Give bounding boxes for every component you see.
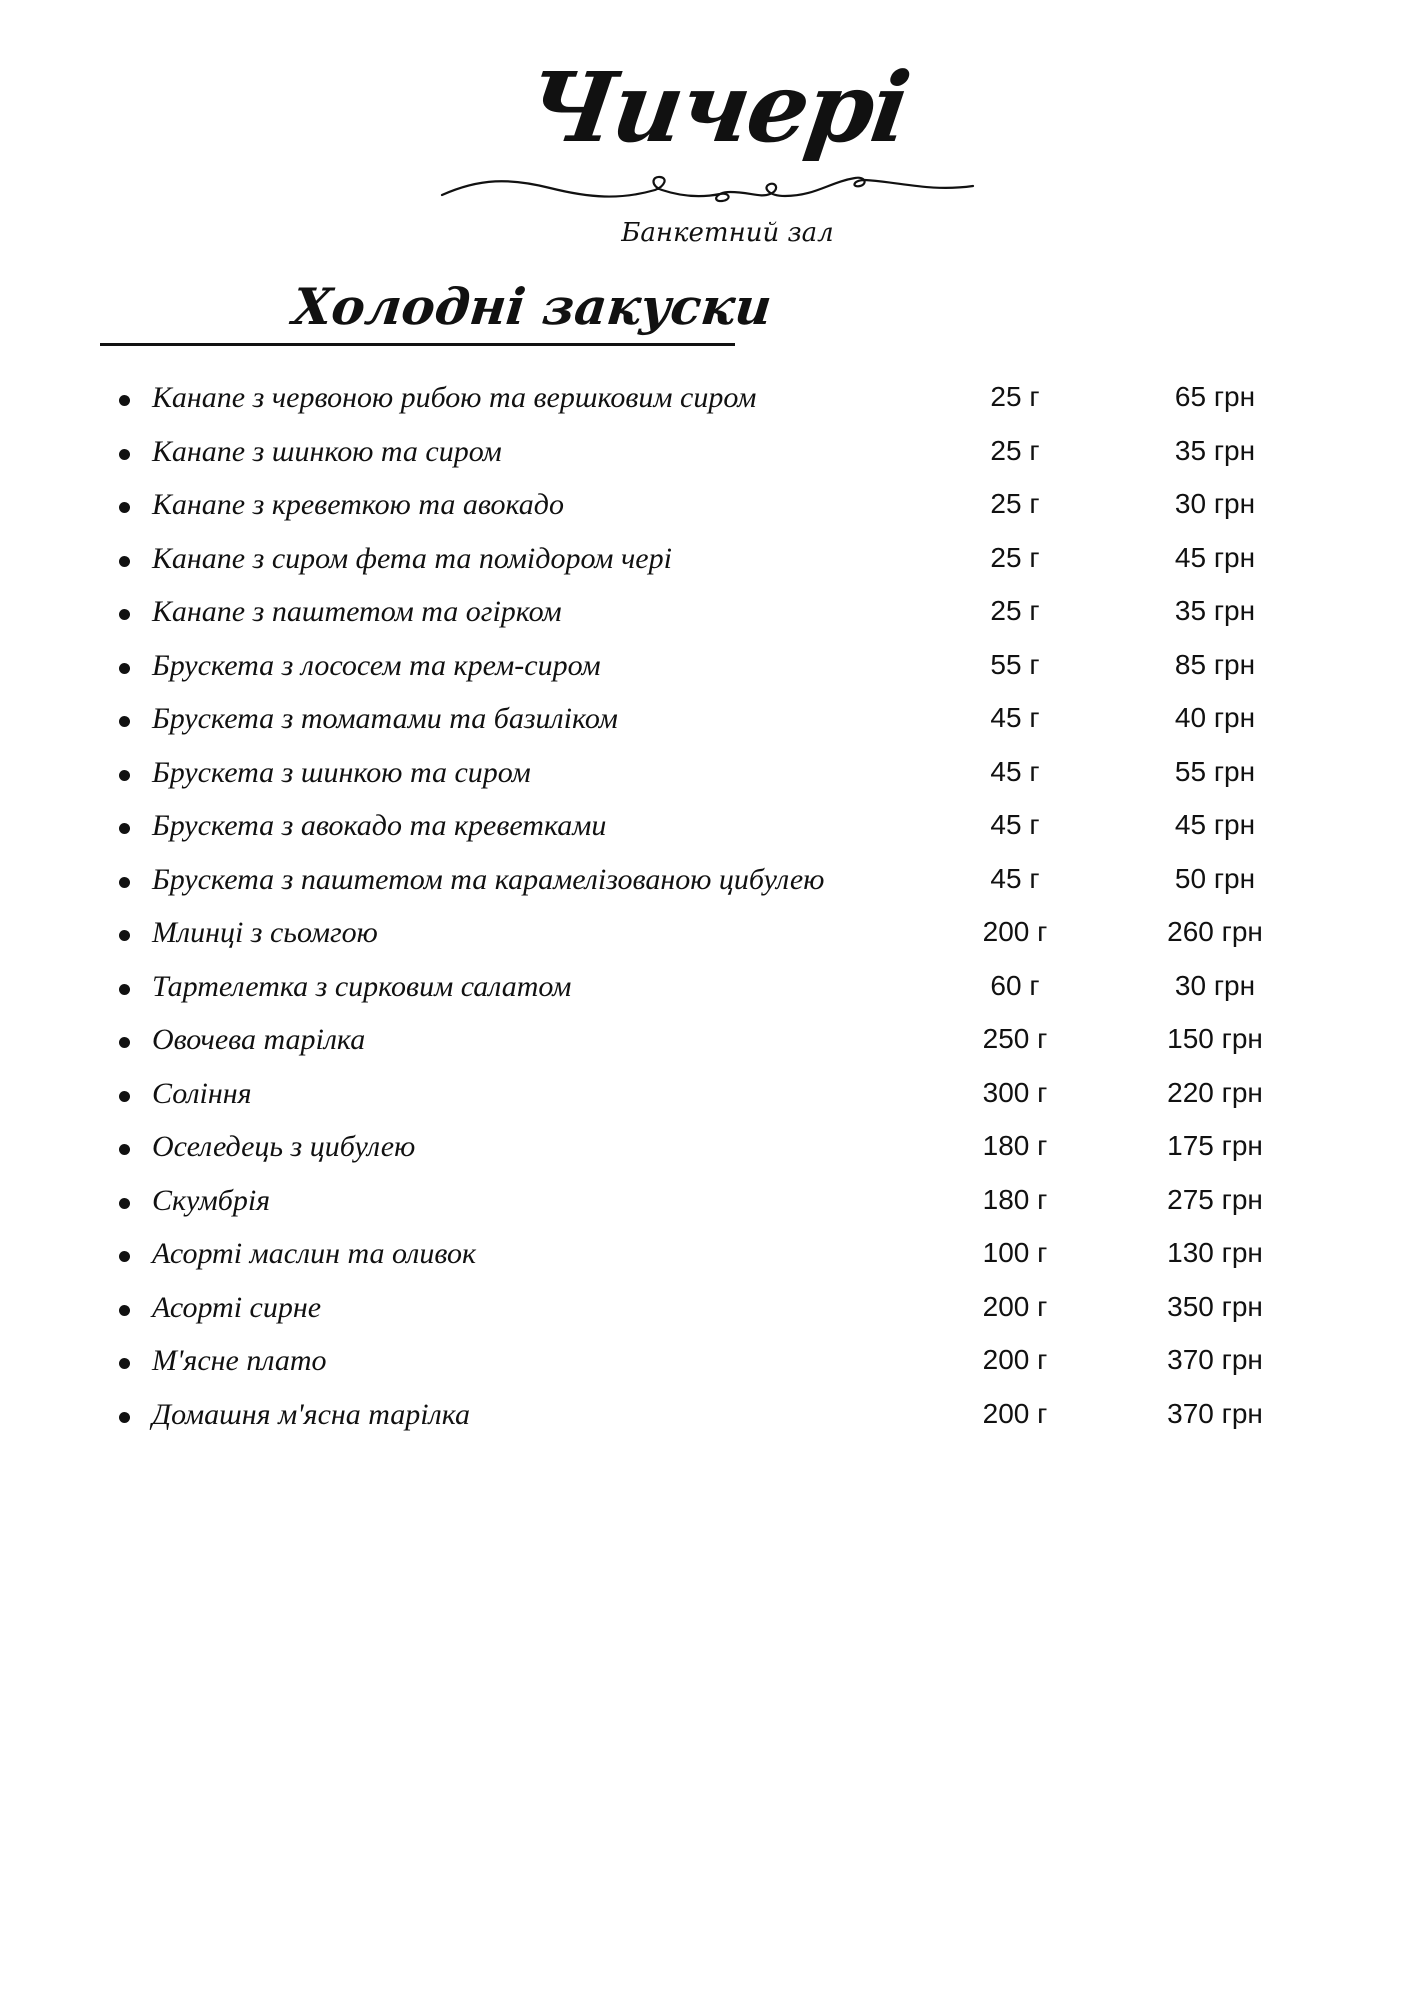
- menu-item-weight: 300 г: [982, 1076, 1048, 1108]
- menu-item-name: Асорті маслин та оливок: [152, 1237, 476, 1270]
- menu-item-price: 130 грн: [1167, 1237, 1263, 1268]
- section-divider: [100, 343, 735, 346]
- bullet-icon: [119, 1037, 130, 1048]
- bullet-icon: [119, 1412, 130, 1423]
- menu-item: [0, 748, 1415, 802]
- menu-item: [0, 587, 1415, 641]
- menu-item-name: Канапе з паштетом та огірком: [152, 595, 562, 628]
- menu-item: [0, 1283, 1415, 1337]
- logo-title: Чичері: [520, 51, 915, 164]
- bullet-icon: [119, 502, 130, 513]
- menu-item-name: М'ясне плато: [152, 1344, 327, 1377]
- menu-item: [0, 373, 1415, 427]
- bullet-icon: [119, 1358, 130, 1369]
- bullet-icon: [119, 984, 130, 995]
- menu-item-weight: 60 г: [990, 969, 1040, 1001]
- menu-item: [0, 855, 1415, 909]
- menu-item-weight: 55 г: [990, 648, 1040, 680]
- bullet-icon: [119, 877, 130, 888]
- bullet-icon: [119, 1305, 130, 1316]
- menu-item-price: 55 грн: [1174, 755, 1256, 787]
- menu-item-name: Канапе з сиром фета та помідором чері: [152, 541, 672, 575]
- menu-item-name: Домашня м'ясна тарілка: [152, 1397, 471, 1431]
- menu-item-price: 85 грн: [1174, 648, 1256, 680]
- menu-item-price: 370 грн: [1167, 1344, 1263, 1375]
- menu-item-name: Брускета з паштетом та карамелізованою цибулею: [152, 862, 825, 896]
- menu-item-name: Млинці з сьомгою: [152, 916, 378, 949]
- menu-item-weight: 45 г: [990, 809, 1040, 840]
- menu-item: [0, 1390, 1415, 1444]
- menu-item-price: 35 грн: [1174, 595, 1256, 626]
- menu-item: [0, 1336, 1415, 1390]
- menu-item-price: 370 грн: [1167, 1397, 1263, 1429]
- menu-item-price: 30 грн: [1174, 969, 1256, 1001]
- menu-item-name: Канапе з червоною рибою та вершковим сиром: [152, 381, 757, 414]
- menu-item: [0, 1229, 1415, 1283]
- menu-item-price: 65 грн: [1174, 381, 1256, 412]
- section-heading: Холодні закуски: [289, 277, 775, 336]
- menu-item-weight: 45 г: [990, 702, 1040, 733]
- menu-item: [0, 1122, 1415, 1176]
- menu-item-weight: 200 г: [982, 1344, 1048, 1375]
- menu-item-weight: 25 г: [990, 541, 1040, 573]
- bullet-icon: [119, 449, 130, 460]
- menu-item-weight: 250 г: [982, 1023, 1048, 1054]
- bullet-icon: [119, 1198, 130, 1209]
- menu-item: [0, 908, 1415, 962]
- menu-item: [0, 962, 1415, 1016]
- bullet-icon: [119, 1144, 130, 1155]
- menu-item-weight: 25 г: [990, 381, 1040, 412]
- menu-item: [0, 480, 1415, 534]
- menu-item-weight: 200 г: [982, 1397, 1048, 1429]
- menu-item-price: 150 грн: [1167, 1023, 1263, 1054]
- flourish-ornament: [440, 170, 975, 210]
- menu-item-price: 220 грн: [1167, 1076, 1263, 1108]
- bullet-icon: [119, 609, 130, 620]
- menu-item-weight: 45 г: [990, 755, 1040, 787]
- menu-item-price: 35 грн: [1174, 434, 1256, 466]
- menu-item-price: 30 грн: [1174, 488, 1256, 519]
- menu-item: [0, 694, 1415, 748]
- bullet-icon: [119, 930, 130, 941]
- menu-item-name: Оселедець з цибулею: [152, 1130, 416, 1163]
- bullet-icon: [119, 716, 130, 727]
- bullet-icon: [119, 823, 130, 834]
- menu-item-name: Канапе з креветкою та авокадо: [152, 488, 564, 521]
- menu-item-name: Асорті сирне: [152, 1290, 322, 1324]
- menu-item-weight: 100 г: [982, 1237, 1048, 1268]
- bullet-icon: [119, 395, 130, 406]
- menu-item-name: Соління: [152, 1076, 252, 1110]
- menu-item-name: Овочева тарілка: [152, 1023, 366, 1056]
- menu-item-name: Брускета з лососем та крем-сиром: [152, 648, 601, 682]
- bullet-icon: [119, 663, 130, 674]
- menu-item: [0, 641, 1415, 695]
- menu-item: [0, 427, 1415, 481]
- menu-item: [0, 1015, 1415, 1069]
- menu-item-price: 50 грн: [1174, 862, 1256, 894]
- menu-item-weight: 200 г: [982, 916, 1048, 947]
- menu-item-price: 260 грн: [1167, 916, 1263, 947]
- bullet-icon: [119, 1251, 130, 1262]
- menu-item-weight: 200 г: [982, 1290, 1048, 1322]
- menu-item-price: 175 грн: [1167, 1130, 1263, 1161]
- menu-item-name: Брускета з авокадо та креветками: [152, 809, 607, 842]
- bullet-icon: [119, 1091, 130, 1102]
- logo: [0, 51, 1415, 164]
- menu-item: [0, 1176, 1415, 1230]
- menu-item-name: Скумбрія: [152, 1183, 271, 1217]
- menu-item-weight: 180 г: [982, 1130, 1048, 1161]
- menu-item-weight: 25 г: [990, 434, 1040, 466]
- menu-item-price: 350 грн: [1167, 1290, 1263, 1322]
- bullet-icon: [119, 770, 130, 781]
- menu-item-weight: 45 г: [990, 862, 1040, 894]
- menu-item-name: Брускета з шинкою та сиром: [152, 755, 531, 789]
- menu-item-price: 45 грн: [1174, 541, 1256, 573]
- menu-item: [0, 801, 1415, 855]
- menu-item-price: 45 грн: [1174, 809, 1256, 840]
- menu-item-weight: 25 г: [990, 595, 1040, 626]
- menu-item-weight: 180 г: [982, 1183, 1048, 1215]
- menu-item-name: Тартелетка з сирковим салатом: [152, 969, 572, 1003]
- bullet-icon: [119, 556, 130, 567]
- menu-item-price: 275 грн: [1167, 1183, 1263, 1215]
- menu-item-name: Брускета з томатами та базиліком: [152, 702, 618, 735]
- menu-item-name: Канапе з шинкою та сиром: [152, 434, 502, 468]
- menu-item-price: 40 грн: [1174, 702, 1256, 733]
- menu-list: [0, 373, 1415, 1443]
- menu-item-weight: 25 г: [990, 488, 1040, 519]
- menu-item: [0, 1069, 1415, 1123]
- menu-item: [0, 534, 1415, 588]
- logo-subtitle: Банкетний зал: [621, 218, 834, 248]
